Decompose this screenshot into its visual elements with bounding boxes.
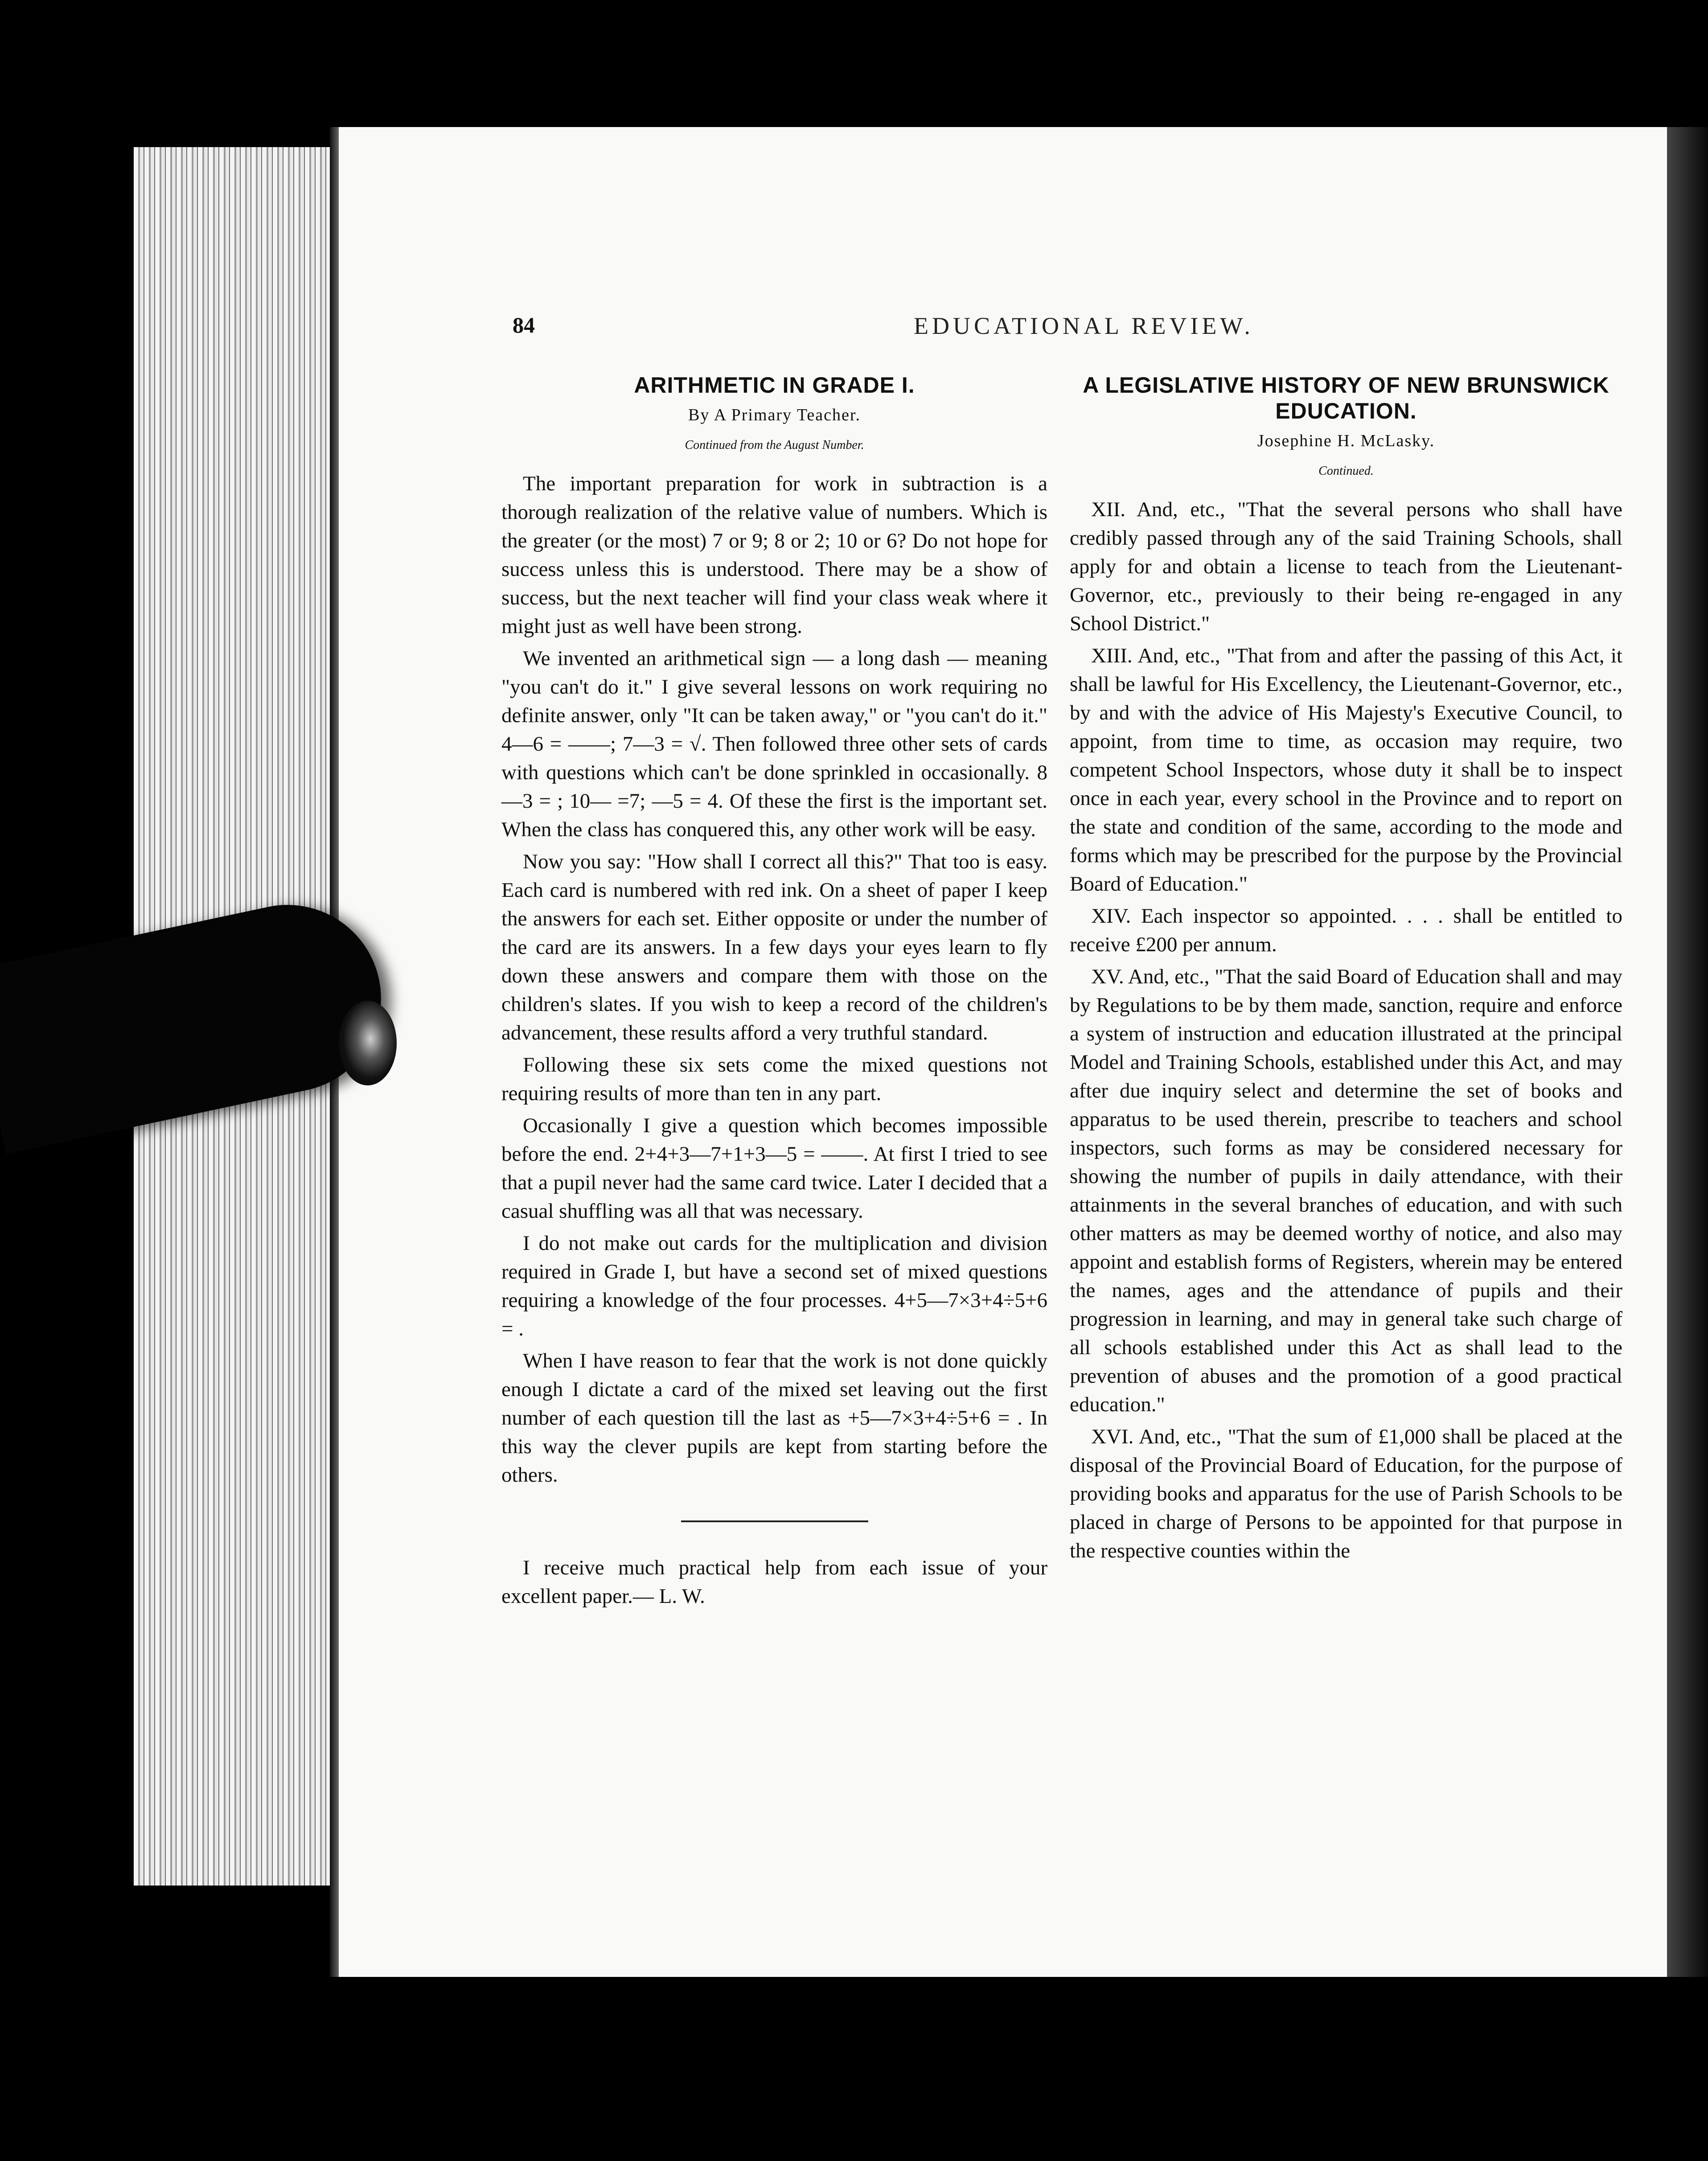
journal-title: EDUCATIONAL REVIEW. [914,312,1254,339]
article-byline: By A Primary Teacher. [688,406,861,424]
paragraph: We invented an arithmetical sign — a long dash — meaning "you can't do it." I give several lessons on work requiring no definite answer, only "It can be taken away," or "you can't do it." 4—6 = ——; 7—3 = √. Then followed three other sets of cards with questions which can't be done sprinkled in occasionally. 8—3 = ; 10— =7; —5 = 4. Of these the first is the important set. When the class has conquered this, any other work will be easy. [501,647,1047,841]
left-column [501,372,1047,1614]
paragraph: When I have reason to fear that the work is not done quickly enough I dictate a card of the mixed set leaving out the first number of each question till the last as +5—7×3+4÷5+6 = . In this way the clever pupils are kept from starting before the others. [501,1349,1047,1487]
paragraph: XVI. And, etc., "That the sum of £1,000 shall be placed at the disposal of the Provincial Board of Education, for the purpose of providing books and apparatus for the use of Parish Schools to be placed in charge of Persons to be appointed for that purpose in the respective counties within the [1070,1425,1622,1562]
right-column [1070,372,1622,1569]
article-title: ARITHMETIC IN GRADE I. [634,373,915,398]
paragraph: I do not make out cards for the multiplication and division required in Grade I, but have a second set of mixed questions requiring a knowledge of the four processes. 4+5—7×3+4÷5+6 = . [501,1232,1047,1340]
paragraph: Occasionally I give a question which becomes impossible before the end. 2+4+3—7+1+3—5 = ——. At first I tried to see that a pupil never had the same card twice. Later I decided that a casual shuffling was all that was necessary. [501,1114,1047,1223]
paragraph: XIII. And, etc., "That from and after the passing of this Act, it shall be lawful for His Excellency, the Lieutenant-Governor, etc., by and with the advice of His Majesty's Executive Council, to appoint, from time to time, as occasion may require, two competent School Inspectors, whose duty it shall be to inspect once in each year, every school in the Province and to report on the state and condition of the same, according to the mode and forms which may be prescribed for the purpose by the Provincial Board of Education." [1070,644,1622,896]
reader-letter: I receive much practical help from each issue of your excellent paper.— L. W. [501,1556,1047,1608]
page-right-edge [1667,127,1708,1977]
thumbnail-highlight [339,1001,397,1085]
continued-note: Continued from the August Number. [685,438,864,452]
paragraph: XII. And, etc., "That the several persons who shall have credibly passed through any of the said Training Schools, shall apply for and obtain a license to teach from the Lieutenant-Governor, etc., previously to their being re-engaged in any School District." [1070,498,1622,635]
continued-note: Continued. [1318,464,1374,478]
section-divider [681,1520,868,1522]
paragraph: XV. And, etc., "That the said Board of Education shall and may by Regulations to be by them made, sanction, require and enforce a system of instruction and education illustrated at the principal Model and Training Schools, established under this Act, and may after due inquiry select and determine the set of books and apparatus to be used therein, prescribe to teachers and school inspectors, such forms as may be considered necessary for showing the number of pupils in daily attendance, with their attainments in the several branches of education, and with such other matters as may be deemed worthy of notice, and also may appoint and establish forms of Registers, wherein may be entered the names, ages and the attendance of pupils and their progression in learning, and may in general take such charge of all schools established under this Act as shall lead to the prevention of abuses and the promotion of a good practical education." [1070,965,1622,1416]
page-number: 84 [513,312,535,337]
article-byline: Josephine H. McLasky. [1257,431,1435,450]
paragraph: Following these six sets come the mixed questions not requiring results of more than ten in any part. [501,1053,1047,1105]
paragraph: Now you say: "How shall I correct all this?" That too is easy. Each card is numbered with red ink. On a sheet of paper I keep the answers for each set. Either opposite or under the number of the card are its answers. In a few days your eyes learn to fly down these answers and compare them with those on the children's slates. If you wish to keep a record of the children's advancement, these results afford a very truthful standard. [501,850,1047,1044]
paragraph: The important preparation for work in subtraction is a thorough realization of the relative value of numbers. Which is the greater (or the most) 7 or 9; 8 or 2; 10 or 6? Do not hope for success unless this is understood. There may be a show of success, but the next teacher will find your class weak where it might just as well have been strong. [501,472,1047,638]
article-title: A LEGISLATIVE HISTORY OF NEW BRUNSWICK EDUCATION. [1083,373,1609,423]
paragraph: XIV. Each inspector so appointed. . . . shall be entitled to receive £200 per annum. [1070,904,1622,956]
running-head [513,312,1627,348]
